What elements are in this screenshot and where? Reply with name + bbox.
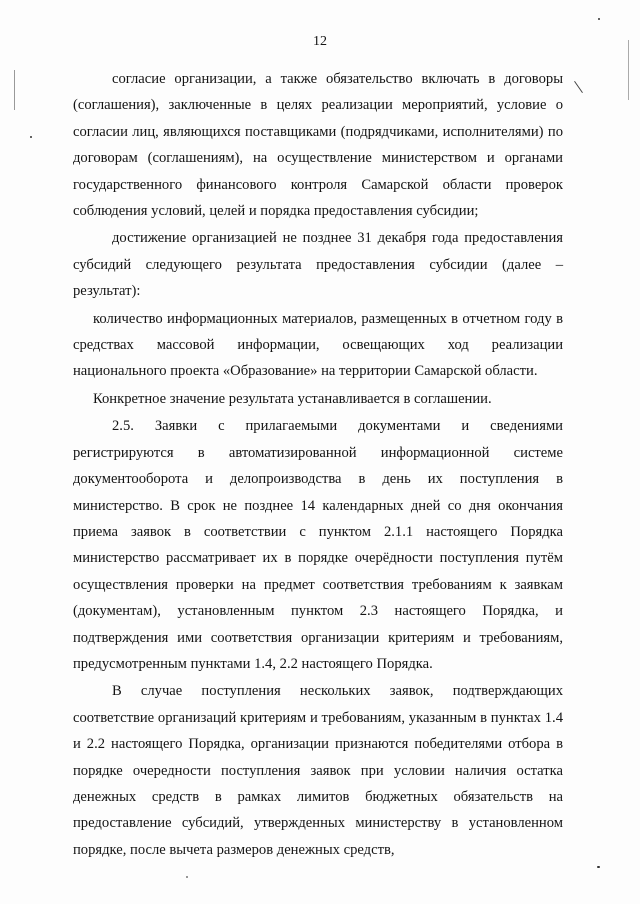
document-body [73,66,563,863]
paragraph-result-indicator: количество информационных материалов, размещенных в отчетном году в средствах массовой информации, освещающих ход реализации национального проекта «Образование» на территории Самарской области. [73,310,563,380]
scan-artifact-left-line [14,70,15,110]
scan-artifact-top-right-dot [598,18,600,20]
scan-artifact-tick [574,81,583,93]
scan-artifact-bottom-right-dot [597,866,600,868]
page-number: 12 [313,34,327,49]
paragraph-result-value: Конкретное значение результата устанавливается в соглашении. [93,390,492,407]
scan-artifact-bottom-dot [186,876,188,878]
scan-artifact-right-line [628,40,629,100]
paragraph-multiple-applications: В случае поступления нескольких заявок, подтверждающих соответствие организаций критериям и требованиям, указанным в пунктах 1.4 и 2.2 настоящего Порядка, организации признаются победителями отбора в порядке очередности поступления заявок при условии наличия остатка денежных средств в рамках лимитов бюджетных обязательств на предоставление субсидий, утвержденных министерству в установленном порядке, после вычета размеров денежных средств, [73,683,563,858]
paragraph-consent: согласие организации, а также обязательство включать в договоры (соглашения), заключенные в целях реализации мероприятий, условие о согласии лиц, являющихся поставщиками (подрядчиками, исполнителями) по договорам (соглашениям), на осуществление министерством и органами государственного финансового контроля Самарской области проверок соблюдения условий, целей и порядка предоставления субсидии; [73,71,563,220]
paragraph-result-achievement: достижение организацией не позднее 31 декабря года предоставления субсидий следующего результата предоставления субсидии (далее – результат): [73,230,563,300]
scan-artifact-left-dot [30,136,32,138]
paragraph-2-5: 2.5. Заявки с прилагаемыми документами и сведениями регистрируются в автоматизированной информационной системе документооборота и делопроизводства в день их поступления в министерство. В срок не позднее 14 календарных дней со дня окончания приема заявок в соответствии с пунктом 2.1.1 настоящего Порядка министерство рассматривает их в порядке очерёдности поступления путём осуществления проверки на предмет соответствия требованиям к заявкам (документам), установленным пунктом 2.3 настоящего Порядка, и подтверждения ими соответствия организации критериям и требованиям, предусмотренным пунктами 1.4, 2.2 настоящего Порядка. [73,418,563,672]
